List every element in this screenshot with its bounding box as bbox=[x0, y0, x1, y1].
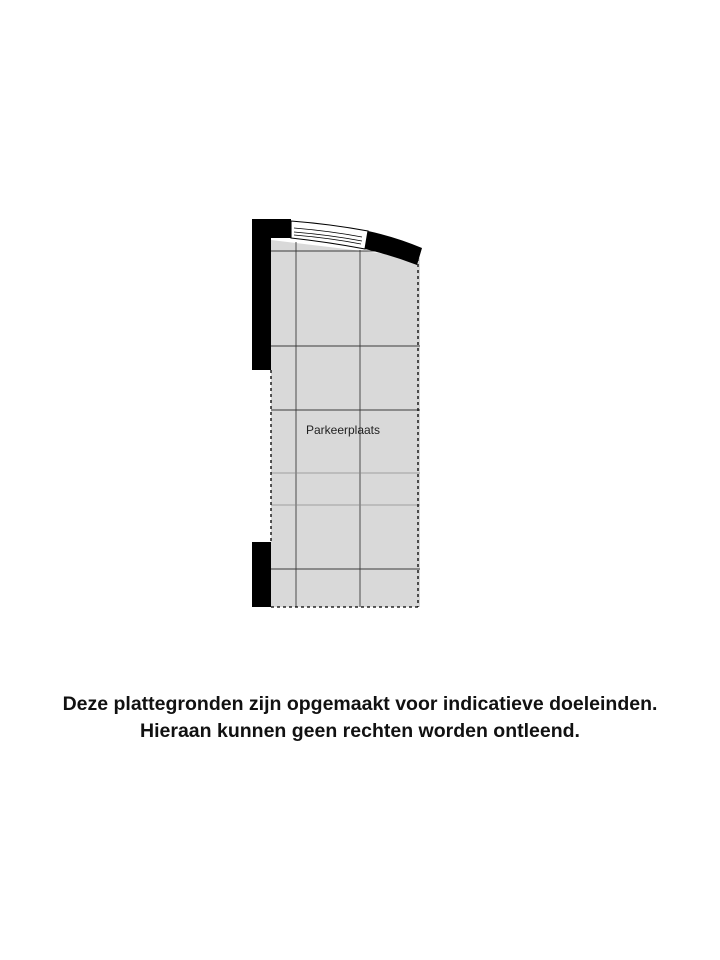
room-label: Parkeerplaats bbox=[305, 423, 381, 437]
disclaimer-line-2: Hieraan kunnen geen rechten worden ontleend. bbox=[140, 720, 580, 742]
disclaimer bbox=[0, 691, 720, 745]
wall-bottom-left bbox=[252, 542, 271, 607]
disclaimer-line-1: Deze plattegronden zijn opgemaakt voor indicatieve doeleinden. bbox=[62, 693, 658, 715]
